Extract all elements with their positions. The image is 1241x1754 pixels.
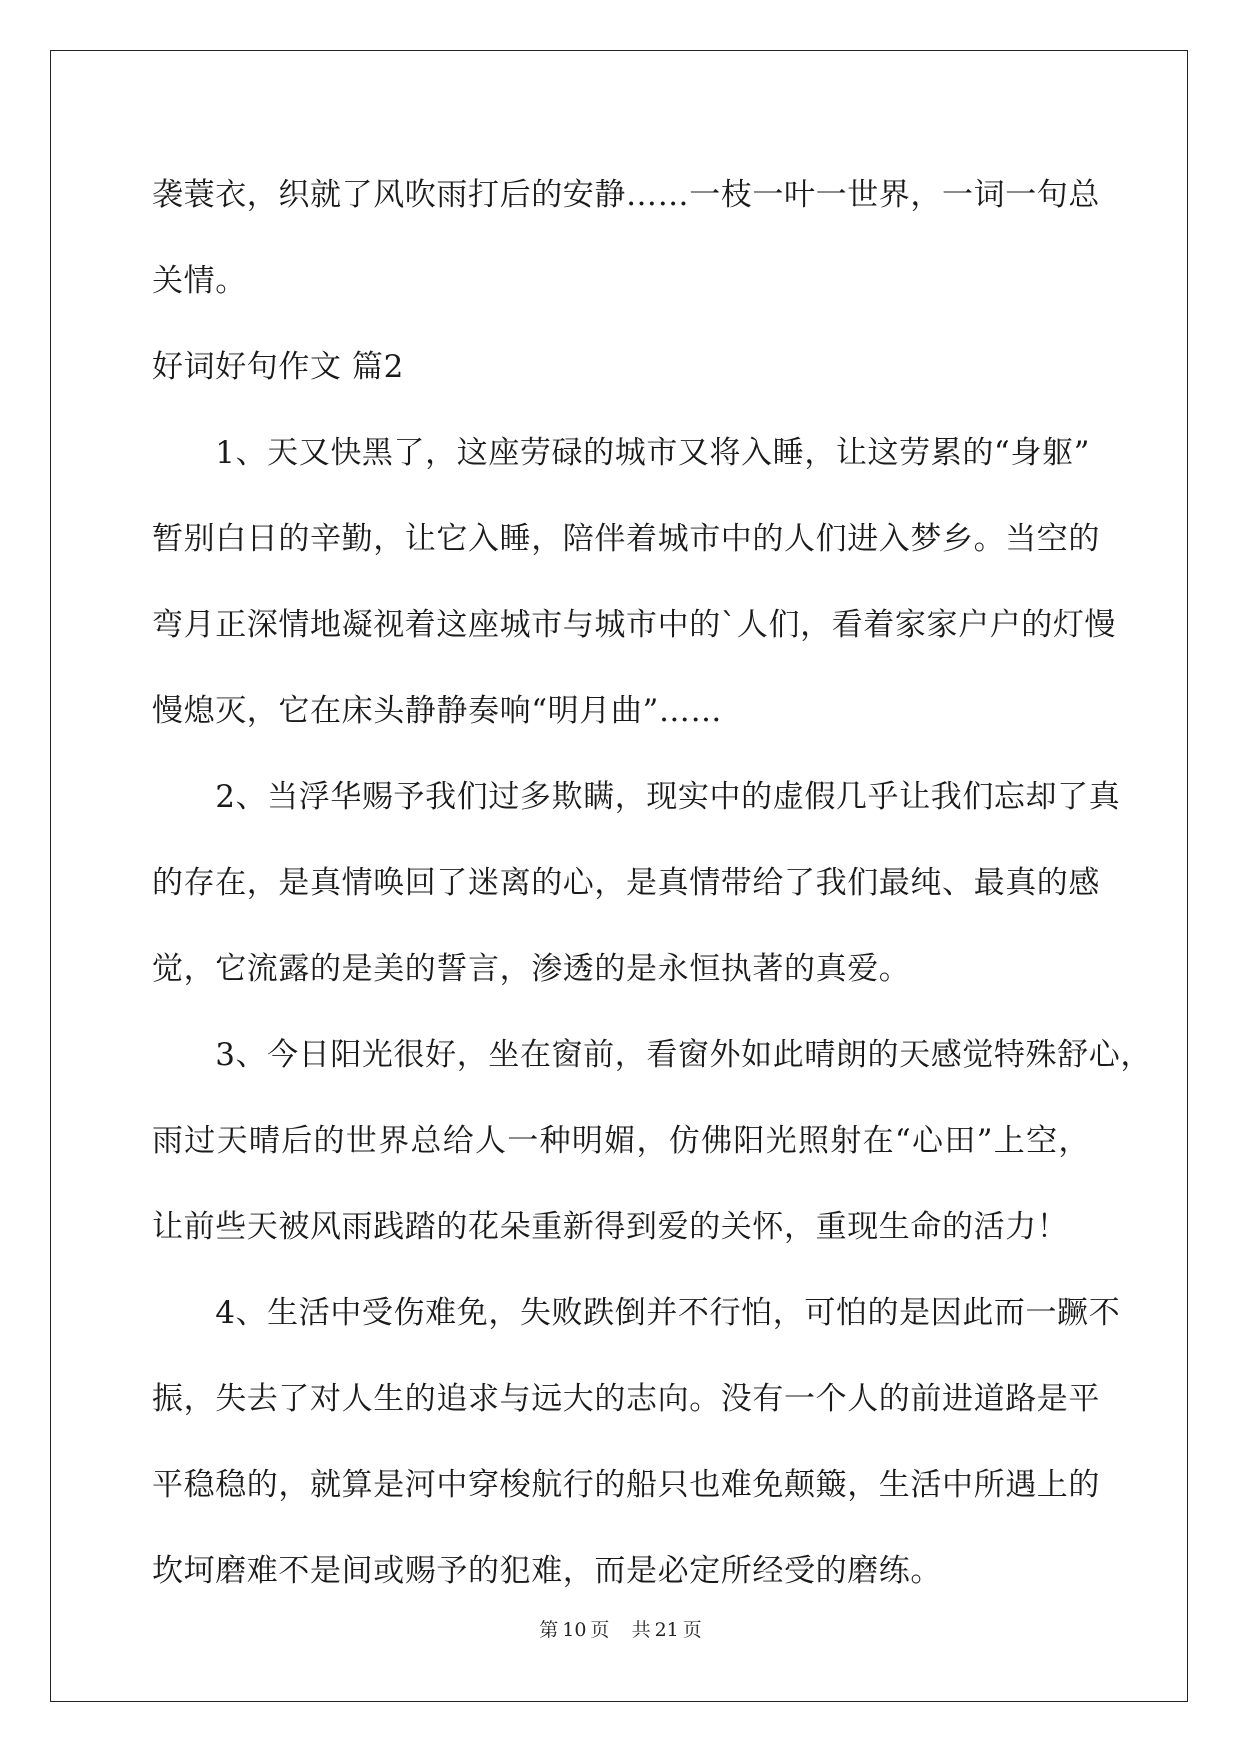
text-line: 关情。 <box>152 263 247 299</box>
text-line: 觉，它流露的是美的誓言，渗透的是永恒执著的真爱。 <box>152 951 911 987</box>
text-line: 慢熄灭，它在床头静静奏响“明月曲”…… <box>152 693 723 729</box>
page-footer <box>0 1615 1241 1642</box>
text-line: 1、天又快黑了，这座劳碌的城市又将入睡，让这劳累的“身躯” <box>152 435 1091 471</box>
text-line: 让前些天被风雨践踏的花朵重新得到爱的关怀，重现生命的活力！ <box>152 1209 1069 1245</box>
page-label-prefix: 第 <box>539 1619 559 1641</box>
text-line: 袭蓑衣，织就了风吹雨打后的安静……一枝一叶一世界，一词一句总 <box>152 177 1100 213</box>
text-line: 4、生活中受伤难免，失败跌倒并不行怕，可怕的是因此而一蹶不 <box>152 1295 1121 1331</box>
total-label-suffix: 页 <box>682 1619 702 1641</box>
text-line: 的存在，是真情唤回了迷离的心，是真情带给了我们最纯、最真的感 <box>152 865 1100 901</box>
page-label-suffix: 页 <box>590 1619 610 1641</box>
page-number: 10 <box>562 1619 587 1641</box>
text-line: 暂别白日的辛勤，让它入睡，陪伴着城市中的人们进入梦乡。当空的 <box>152 521 1100 557</box>
text-line: 弯月正深情地凝视着这座城市与城市中的`人们，看着家家户户的灯慢 <box>152 607 1117 643</box>
text-line: 雨过天晴后的世界总给人一种明媚，仿佛阳光照射在“心田”上空， <box>152 1123 1090 1159</box>
text-line: 坎坷磨难不是间或赐予的犯难，而是必定所经受的磨练。 <box>152 1553 942 1589</box>
text-line: 振，失去了对人生的追求与远大的志向。没有一个人的前进道路是平 <box>152 1381 1100 1417</box>
text-line: 2、当浮华赐予我们过多欺瞒，现实中的虚假几乎让我们忘却了真 <box>152 779 1121 815</box>
text-line: 3、今日阳光很好，坐在窗前，看窗外如此晴朗的天感觉特殊舒心， <box>152 1037 1152 1073</box>
text-line: 平稳稳的，就算是河中穿梭航行的船只也难免颠簸，生活中所遇上的 <box>152 1467 1100 1503</box>
total-pages: 21 <box>654 1619 679 1641</box>
text-line: 好词好句作文 篇2 <box>152 349 404 385</box>
total-label-prefix: 共 <box>631 1619 651 1641</box>
document-body <box>152 165 1152 1627</box>
